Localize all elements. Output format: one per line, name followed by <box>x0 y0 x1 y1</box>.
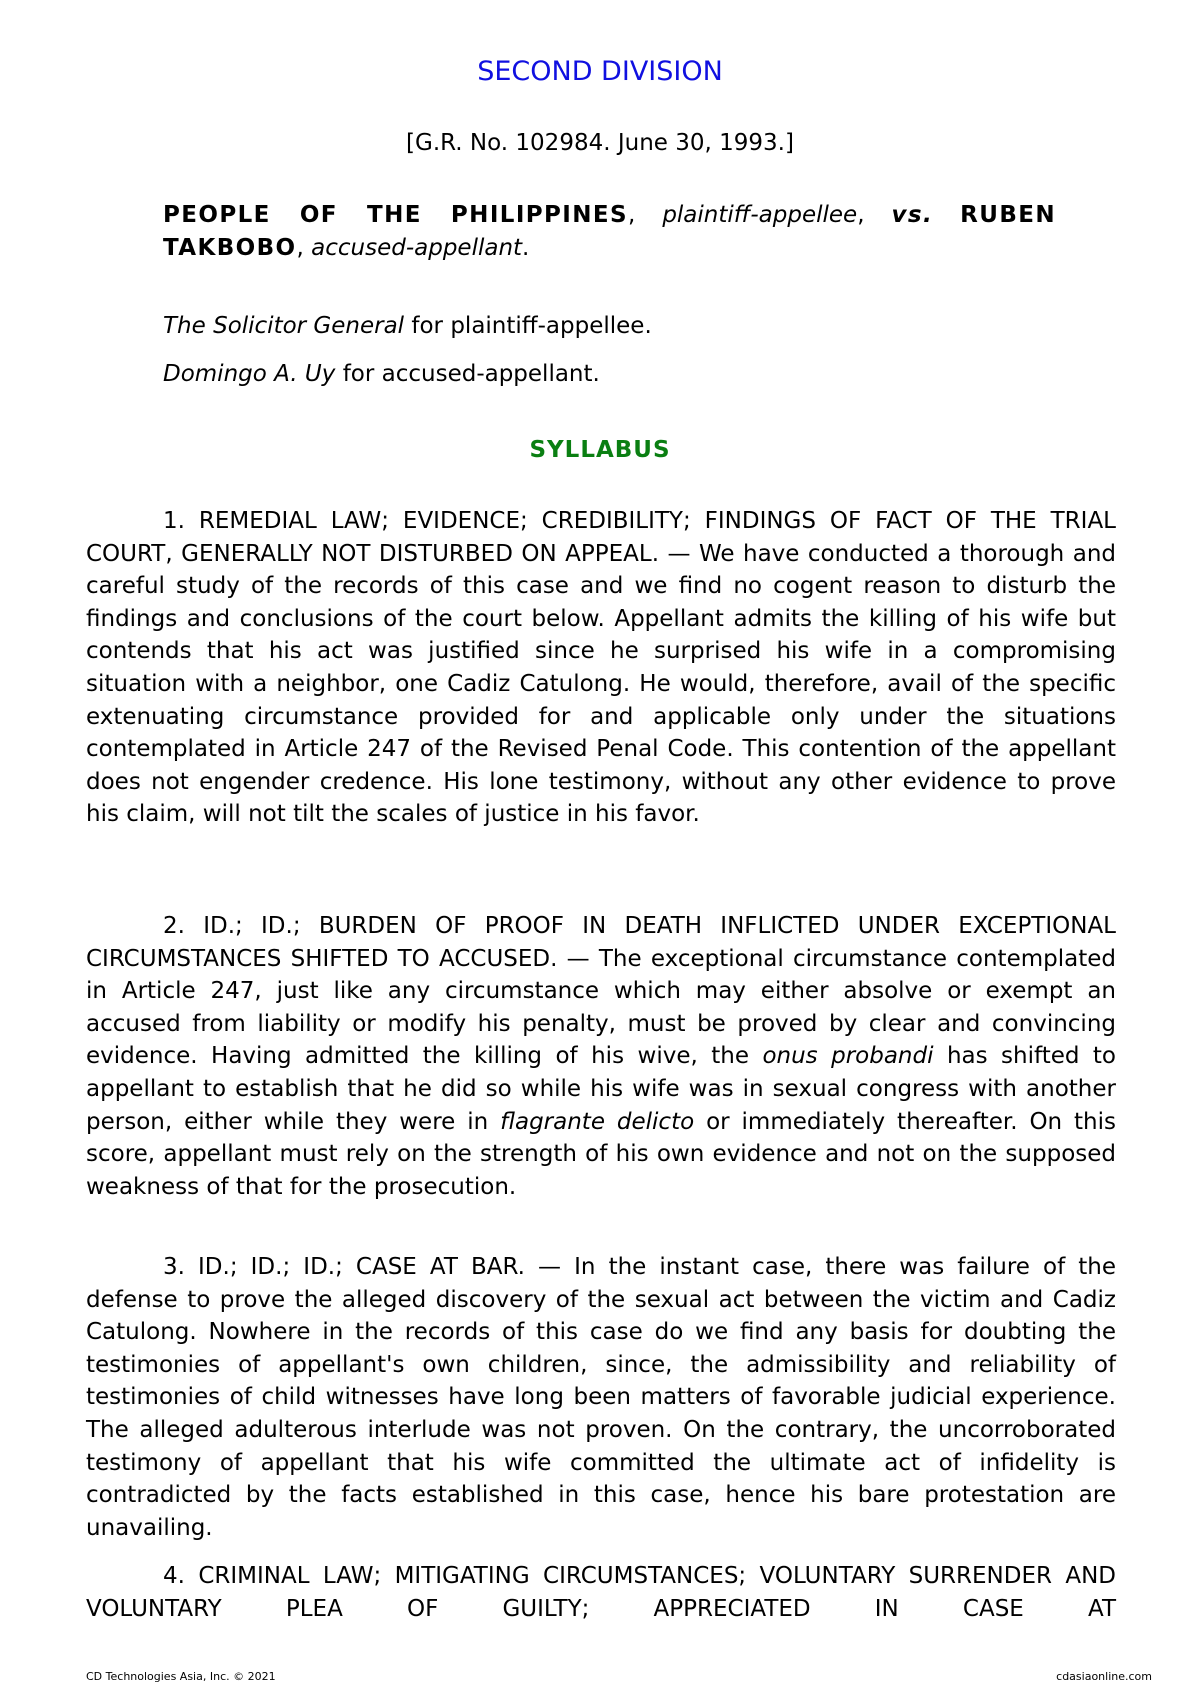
case-parties: PEOPLE OF THE PHILIPPINES, plaintiff-appellee, vs. RUBEN TAKBOBO, accused-appellant. <box>163 202 1057 261</box>
latin-term: onus probandi <box>762 1043 934 1070</box>
counsel-for: for plaintiff-appellee. <box>411 313 652 339</box>
plaintiff-role: plaintiff-appellee <box>662 202 858 228</box>
syllabus-paragraph-1: 1. REMEDIAL LAW; EVIDENCE; CREDIBILITY; FINDINGS OF FACT OF THE TRIAL COURT, GENERALLY NOT DISTURBED ON APPEAL. — We have conducted a thorough and careful study of the records of this case and we find no cogent reason to disturb the findings and conclusions of the court below. Appellant admits the killing of his wife but contends that his act was justified since he surprised his wife in a compromising situation with a neighbor, one Cadiz Catulong. He would, therefore, avail of the specific extenuating circumstance provided for and applicable only under the situations contemplated in Article 247 of the Revised Penal Code. This contention of the appellant does not engender credence. His lone testimony, without any other evidence to prove his claim, will not tilt the scales of justice in his favor. <box>86 508 1116 828</box>
counsel-line <box>163 310 1063 343</box>
footer-copyright: CD Technologies Asia, Inc. © 2021 <box>86 1670 276 1683</box>
counsel-name: The Solicitor General <box>163 313 405 339</box>
syllabus-paragraph-4: 4. CRIMINAL LAW; MITIGATING CIRCUMSTANCES; VOLUNTARY SURRENDER AND VOLUNTARY PLEA OF GUILTY; APPRECIATED IN CASE AT <box>86 1563 1116 1622</box>
syllabus-paragraph-3: 3. ID.; ID.; ID.; CASE AT BAR. — In the instant case, there was failure of the defense to prove the alleged discovery of the sexual act between the victim and Cadiz Catulong. Nowhere in the records of this case do we find any basis for doubting the testimonies of appellant's own children, since, the admissibility and reliability of testimonies of child witnesses have long been matters of favorable judicial experience. The alleged adulterous interlude was not proven. On the contrary, the uncorroborated testimony of appellant that his wife committed the ultimate act of infidelity is contradicted by the facts established in this case, hence his bare protestation are unavailing. <box>86 1254 1116 1541</box>
paragraph-text: 2. ID.; ID.; BURDEN OF PROOF IN DEATH INFLICTED UNDER EXCEPTIONAL CIRCUMSTANCES SHIFTED TO ACCUSED. — The exceptional circumstance contemplated in Article 247, just like any circumstance which may either absolve or exempt an accused from liability or modify his penalty, must be proved by clear and convincing evidence. Having admitted the killing of his wive, the <box>86 913 1116 1070</box>
accused-name: RUBEN TAKBOBO <box>163 202 1057 261</box>
syllabus-heading: SYLLABUS <box>529 437 671 463</box>
counsel-name: Domingo A. Uy <box>163 361 336 387</box>
versus-label: vs. <box>891 202 934 228</box>
counsel-for: for accused-appellant. <box>342 361 600 387</box>
footer-website: cdasiaonline.com <box>1056 1670 1152 1683</box>
latin-term: flagrante delicto <box>500 1108 695 1135</box>
accused-role: accused-appellant <box>311 235 523 261</box>
counsel-line <box>163 358 1063 391</box>
paragraph-text: or immediately thereafter. On this score, appellant must rely on the strength of his own evidence and not on the supposed weakness of that for the prosecution. <box>86 1108 1117 1200</box>
paragraph-text: has shifted to appellant to establish that he did so while his wife was in sexual congress with another person, either while they were in <box>86 1043 1117 1135</box>
plaintiff-name: PEOPLE OF THE PHILIPPINES <box>163 202 628 228</box>
case-number: [G.R. No. 102984. June 30, 1993.] <box>406 130 794 156</box>
syllabus-paragraph-2 <box>86 910 1116 1203</box>
division-heading: SECOND DIVISION <box>477 56 723 87</box>
